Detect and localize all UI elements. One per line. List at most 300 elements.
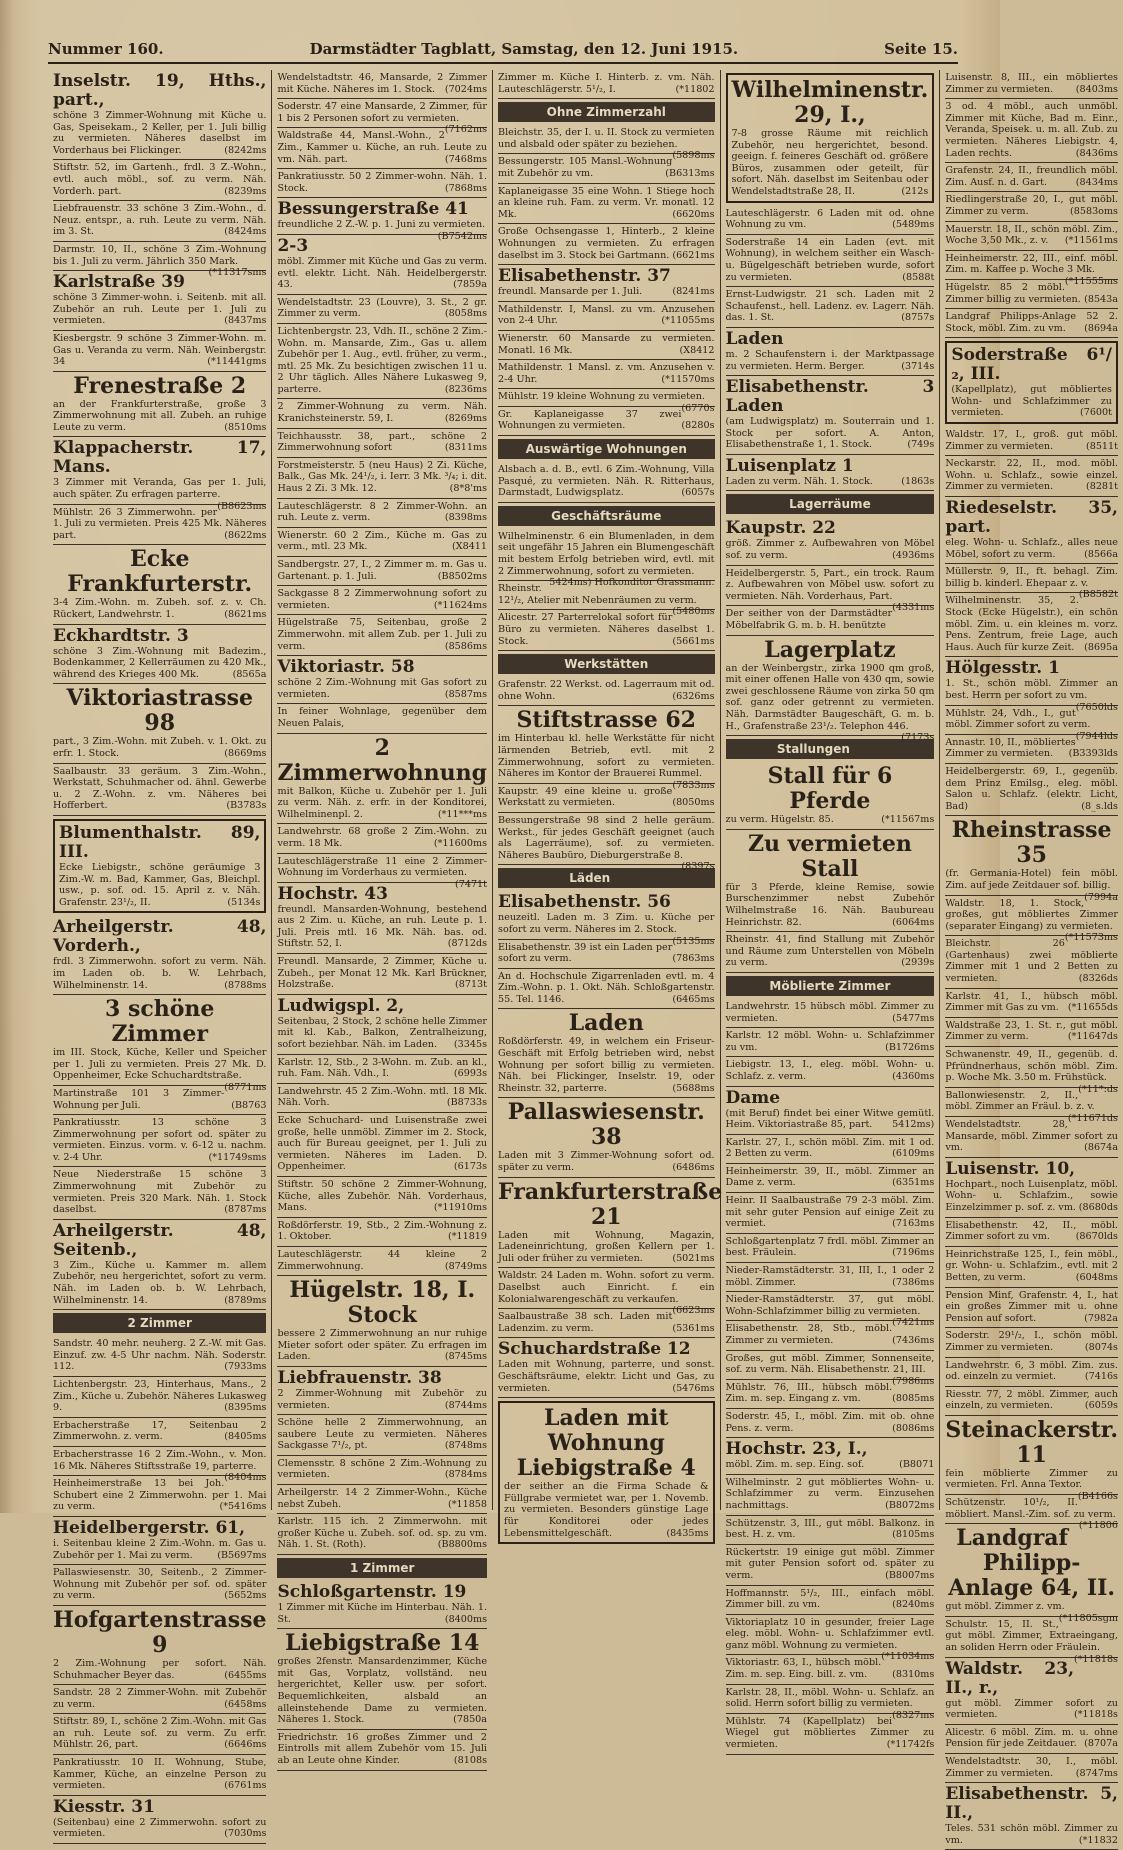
ad-text: Elisabethenstr. 42, II., möbl. Zimmer sofort zu vm.: [945, 1219, 1118, 1243]
ad-text: bessere 2 Zimmerwohnung an nur ruhige Mieter sofort oder später. Zu erfragen im Laden.: [277, 1328, 488, 1363]
ad-code: (B3393lds: [1068, 748, 1118, 760]
ad-text: 3-4 Zim.-Wohn. m. Zubeh. sof. z. v. Ch. Rückert, Landwehrstr. 1.: [53, 597, 267, 621]
ad-text: Freundl. Mansarde, 2 Zimmer, Küche u. Zubeh., per Monat 12 Mk. Karl Brückner, Holzstraße.: [277, 956, 488, 991]
ad-code: (8269ms: [444, 413, 488, 425]
ad-code: (5134s: [227, 896, 261, 908]
ad-code: (5688ms: [672, 1082, 715, 1094]
classified-ad: [498, 389, 715, 414]
ad-text: Landwehrstr. 68 große 2 Zim.-Wohn. zu verm. 18 Mk.: [277, 826, 488, 849]
ad-text: Schützenstr. 3, III., gut möbl. Balkonz. in best. H. z. vm.: [725, 1517, 935, 1541]
ad-text: Karlstr. 115 ich. 2 Zimmerwohn. mit großer Küche u. Zubeh. sof. od. sp. zu vm. Näh. 1. St. (Roth).: [277, 1516, 488, 1551]
classified-ad: [53, 372, 266, 438]
ad-text: 2 Zimmer-Wohnung mit Zubehör zu vermieten.: [277, 1387, 488, 1411]
ad-code: (6993s: [453, 1068, 488, 1080]
ad-text: Mühlstr. 26 3 Zimmerwohn. per 1. Juli zu vermieten. Preis 425 Mk. Näheres part.: [53, 506, 267, 541]
ad-code: (8707a: [1084, 1738, 1118, 1750]
ad-text: Ernst-Ludwigstr. 21 sch. Laden mit 2 Schaufenst., hell. Ladenz. ev. Lagerr. Näh. das. 1. St.: [725, 289, 935, 324]
classified-ad: [726, 830, 935, 932]
ad-address: Karlstraße 39: [53, 272, 185, 293]
ad-text: Hügelstr. 85 2 möbl. Zimmer billig zu vermieten.: [945, 281, 1081, 305]
classified-ad: [726, 328, 935, 376]
issue-number: Nummer 160.: [48, 40, 164, 58]
ad-code: (6465ms: [672, 993, 715, 1005]
ad-text: part., 3 Zim.-Wohn. mit Zubeh. v. 1. Okt. zu erfr. 1. Stock.: [53, 736, 267, 759]
ad-address: Kiesstr. 31: [53, 1796, 155, 1817]
section-heading: Stallungen: [726, 739, 935, 759]
ad-address: Elisabethenstr. 37: [498, 266, 671, 287]
ad-text: Hügelstraße 75, Seitenbau, große 2 Zimmerwohn. mit allem Zub. per 1. Juli zu verm.: [277, 617, 488, 652]
classified-ad: [945, 427, 1118, 456]
classified-ad: [498, 813, 715, 873]
classified-ad: [277, 70, 487, 99]
classified-ad: [277, 1456, 487, 1485]
ad-code: (5661ms: [672, 635, 715, 647]
ad-code: (*11570ms: [661, 373, 715, 385]
classified-ad: [726, 73, 935, 203]
ad-code: (7994a: [1084, 891, 1118, 903]
ad-text: Lichtenbergstr. 23, Hinterhaus, Mans., 2 Zim., Küche u. Zubehör. Näheres Lukasweg 9.: [53, 1379, 267, 1414]
classified-ad: [945, 1783, 1118, 1850]
ad-code: (8587ms: [444, 688, 488, 700]
classified-ad: [53, 1418, 266, 1447]
ad-text: Karlstr. 12 möbl. Wohn- u. Schlafzimmer zu vm.: [725, 1030, 935, 1053]
ad-address: Luisenplatz 1: [725, 455, 854, 476]
ad-text: Teles. 531 schön möbl. Zimmer zu vm.: [945, 1823, 1118, 1846]
classified-ad: [945, 1018, 1118, 1047]
ad-text: Karlstr. 27, I., schön möbl. Zim. mit 1 od. 2 Betten zu verm.: [725, 1136, 935, 1160]
ad-text: (Kapellplatz), gut möbliertes Wohn- und Schlafzimmer zu vermieten.: [951, 384, 1112, 419]
classified-ad: [53, 764, 266, 816]
ad-code: (8674a: [1084, 1142, 1118, 1154]
ad-code: (*11671ds: [1067, 1113, 1118, 1124]
ad-text: (fr. Germania-Hotel) fein möbl. Zim. auf jede Zeitdauer sof. billig.: [945, 868, 1118, 891]
classified-ad: [277, 824, 487, 853]
classified-ad: [945, 99, 1118, 163]
ad-text: Wendelstadtstr. 30, I., möbl. Zimmer zu vermieten.: [945, 1756, 1118, 1779]
section-heading: 2 Zimmer: [53, 1313, 266, 1333]
ad-text: Grafenstr. 22 Werkst. od. Lagerraum mit od. ohne Wohn.: [498, 679, 715, 702]
classified-ad: [277, 399, 487, 428]
ad-code: (B8582t: [1078, 589, 1118, 601]
classified-ad: [945, 497, 1118, 564]
ad-code: (5652ms: [224, 1590, 267, 1602]
column-2: [272, 70, 493, 1766]
ad-code: (5021ms: [672, 1252, 715, 1264]
ad-text: m. 2 Schaufenstern i. der Marktpassage zu vermieten. Herm. Berger.: [725, 348, 935, 372]
ad-text: Lauteschlägerstr. 8 2 Zimmer-Wohn. an ruh. Leute z. verm.: [277, 500, 488, 524]
ad-code: (5480ms: [672, 606, 715, 618]
classified-ad: [498, 125, 715, 162]
classified-ad: [726, 1057, 935, 1086]
ad-code: (*11749sms: [208, 1151, 267, 1163]
ad-address: Arheilgerstr. 48, Seitenb.,: [53, 1220, 267, 1260]
ad-text: Lauteschlägerstraße 11 eine 2 Zimmer-Wohnung im Vorderhaus zu vermieten.: [277, 855, 488, 879]
ad-text: Teichhausstr. 38, part., schöne 2 Zimmerwohnung sofort: [277, 430, 488, 454]
classified-ad: [945, 1047, 1118, 1095]
classified-ad: [53, 916, 266, 995]
ad-text: Wilhelminenstr. 35, 2. Stock (Ecke Hügelstr.), ein schön möbl. Zim. u. ein kleines m. vorz. Pens. Zentrum, freie Lage, auch Haus. Auch für kurze Zeit.: [945, 595, 1118, 653]
ad-headline: 3 schöne Zimmer: [105, 996, 215, 1048]
ad-code: (7416s: [1084, 1371, 1118, 1383]
classified-ad: [277, 235, 487, 295]
ad-code: (8543a: [1084, 293, 1118, 305]
ad-code: (8395ms: [224, 1402, 267, 1414]
classified-ad: [53, 1796, 266, 1844]
ad-text: Roßdörferstr. 49, in welchem ein Friseur-Geschäft mit Erfolg betrieben wird, nebst Wohnung per sofort billig zu vermieten. Näh. bei Flickinger, Inselstr. 19, oder Rheinstr. 32, parterre.: [498, 1036, 715, 1094]
ad-text: Soderstr. 47 eine Mansarde, 2 Zimmer, für 1 bis 2 Personen sofort zu vermieten.: [277, 101, 488, 124]
ad-headline: Viktoriastrasse 98: [66, 685, 253, 737]
ad-address: Schuchardstraße 12: [498, 1339, 691, 1360]
classified-ad: [498, 360, 715, 389]
ad-code: (7436ms: [892, 1335, 935, 1346]
ad-text: Erbacherstrasse 16 2 Zim.-Wohn., v. Mon. 16 Mk. Näheres Stiftsstraße 19, parterre.: [53, 1448, 267, 1472]
newspaper-title: Darmstädter Tagblatt, Samstag, den 12. Juni 1915.: [309, 40, 739, 58]
ad-text: Grafenstr. 24, II., freundlich möbl. Zim. Ausf. n. d. Gart.: [945, 165, 1118, 188]
ad-text: Zimmer m. Küche I. Hinterb. z. vm. Näh. Lauteschlägerstr. 5¹/₂, I.: [498, 72, 715, 95]
ad-code: (*11055ms: [661, 315, 715, 327]
ad-code: (8757s: [901, 312, 935, 324]
classified-ad: [498, 462, 715, 503]
classified-ad: [945, 309, 1118, 338]
ad-code: (8*8'ms: [449, 483, 488, 495]
classified-ad: [498, 70, 715, 99]
ad-text: Wendelstadtstr. 23 (Louvre), 3. St., 2 gr. Zimmer zu verm.: [277, 296, 488, 320]
ad-code: (8771ms: [224, 1081, 267, 1093]
classified-ad: [726, 376, 935, 455]
ad-text: Großes, gut möbl. Zimmer, Sonnenseite, sof. zu verm. Näh. Elisabethenstr. 21, III.: [725, 1352, 935, 1376]
ad-code: (7986ms: [892, 1375, 935, 1387]
classified-ad: [945, 1288, 1118, 1329]
ad-code: (6770s: [681, 402, 715, 414]
ad-text: Große Ochsengasse 1, Hinterb., 2 kleine Wohnungen zu vermieten. Zu erfragen daselbst im 3. Stock bei Gartmann.: [498, 226, 715, 261]
ad-text: Mathildenstr. I, Mansl. zu vm. Anzusehen von 2-4 Uhr.: [498, 303, 715, 327]
ad-headline: 2 Zimmerwohnung: [277, 734, 488, 786]
ad-code: (8744ms: [444, 1399, 488, 1411]
classified-ad: [726, 1263, 935, 1292]
ad-text: Neckarstr. 22, II., mod. möbl. Wohn. u. Schlafz., sowie einzel. Zimmer zu vermieten.: [945, 458, 1118, 493]
ad-columns: [48, 70, 1118, 1846]
ad-address: Heidelbergerstr. 61,: [53, 1517, 246, 1538]
classified-ad: [53, 1167, 266, 1219]
ad-code: (8566a: [1084, 548, 1118, 560]
ad-text: Mühlstr. 19 kleine Wohnung zu vermieten.: [498, 391, 705, 403]
ad-code: (5489ms: [892, 219, 935, 231]
classified-ad: [725, 1685, 935, 1721]
ad-code: (5476ms: [672, 1382, 715, 1394]
ad-code: (8310ms: [892, 1669, 935, 1681]
ad-code: (749s: [907, 439, 935, 451]
ad-text: im III. Stock, Küche, Keller und Speicher per 1. Juli zu vermieten. Preis 27 Mk. D. Oppenheimer, Ecke Schuchardtstraße.: [53, 1047, 267, 1082]
ad-code: (B8623ms: [217, 500, 267, 512]
ad-code: (7868ms: [444, 182, 488, 194]
ad-code: (3345s: [453, 1039, 488, 1051]
classified-ad: [498, 969, 715, 1010]
ad-text: Schöne helle 2 Zimmerwohnung, an saubere Leute zu vermieten. Näheres Sackgasse 7¹/₂, pt.: [277, 1417, 488, 1452]
ad-code: (4331ms: [892, 602, 935, 614]
ad-text: Landwehrstr. 6, 3 möbl. Zim. zus. od. einzeln zu vermiet.: [945, 1359, 1118, 1383]
ad-text: großes 2fenstr. Mansardenzimmer, Küche mit Gas, Vorplatz, vollständ. neu hergerichtet, Keller usw. per sofort. Bequemlichkeiten, alsbald an alleinstehende Dame zu vermieten. Näheres 1. Stock.: [277, 1656, 488, 1726]
ad-text: schöne 3 Zim.-Wohnung mit Badezim., Bodenkammer, 2 Kellerräumen zu 420 Mk., während des Krieges 400 Mk.: [53, 645, 267, 680]
classified-ad: [725, 566, 935, 614]
ad-text: Schloßgartenplatz 7 frdl. möbl. Zimmer an best. Fräulein.: [725, 1235, 935, 1259]
ad-code: (6486ms: [672, 1162, 715, 1174]
classified-ad: [726, 517, 935, 565]
ad-text: Sackgasse 8 2 Zimmerwohnung sofort zu vermieten.: [277, 588, 488, 611]
classified-ad: [725, 1351, 935, 1387]
classified-ad: [945, 1328, 1118, 1357]
ad-code: (*11818s: [1074, 1653, 1118, 1665]
ad-code: (5361ms: [672, 1322, 715, 1334]
ad-text: (mit Beruf) findet bei einer Witwe gemütl. Heim. Viktoriastraße 85, part.: [725, 1107, 935, 1131]
ad-text: Heinr. II Saalbaustraße 79 2-3 möbl. Zim. mit sehr guter Pension auf einige Zeit zu vermiet.: [725, 1195, 935, 1230]
ad-code: (3714s: [901, 360, 935, 372]
ad-headline: Hofgartenstrasse 9: [53, 1606, 267, 1658]
classified-ad: [277, 198, 488, 242]
ad-code: (7833ms: [672, 779, 715, 791]
ad-text: Heinrichstraße 125, I., fein möbl., gr. Wohn- u. Schlafzim., evtl. mit 2 Betten, zu verm.: [945, 1248, 1118, 1283]
classified-ad: [53, 1714, 266, 1755]
ad-code: (8105ms: [892, 1529, 935, 1541]
classified-ad: [498, 265, 715, 302]
ad-code: (*11317sms: [208, 267, 267, 279]
ad-code: (8749ms: [444, 1260, 488, 1272]
ad-text: 2 Zim.-Wohnung per sofort. Näh. Schuhmacher Beyer das.: [53, 1657, 267, 1681]
ad-text: Friedrichstr. 16 großes Zimmer und 2 Eintrolls mit allem Zubehör vom 15. Juli ab an Leute ohne Kinder.: [277, 1731, 488, 1766]
ad-code: (B8072ms: [885, 1499, 935, 1511]
ad-text: Viktoriastr. 63, I., hübsch möbl. Zim. m. sep. Eing. bill. z. vm.: [725, 1657, 882, 1681]
classified-ad: [726, 762, 935, 830]
classified-ad: [53, 625, 266, 685]
classified-ad: [945, 1158, 1118, 1218]
ad-text: Alsbach a. d. B., evtl. 6 Zim.-Wohnung, Villa Pasqué, zu vermieten. Näh. R. Ritterhaus, Darmstadt, Ludwigsplatz.: [498, 464, 715, 499]
classified-ad: [945, 1358, 1118, 1387]
ad-code: (*11910ms: [433, 1202, 488, 1214]
classified-ad: [498, 706, 715, 791]
ad-text: Waldstraße 44, Mansl.-Wohn., 2 Zim., Kammer u. Küche, an ruh. Leute zu vm. Näh. part.: [277, 130, 488, 165]
classified-ad: [726, 1516, 935, 1545]
classified-ad: [945, 1387, 1118, 1416]
ad-code: (*11624ms: [433, 599, 488, 611]
classified-ad: [277, 557, 487, 586]
classified-ad: [945, 936, 1118, 988]
classified-ad: [53, 1447, 267, 1484]
classified-ad: [945, 1218, 1118, 1247]
ad-code: (6761ms: [224, 1780, 267, 1792]
ad-address: Viktoriastr. 58: [277, 657, 415, 678]
section-heading: Lagerräume: [726, 494, 935, 514]
ad-code: (8510ms: [224, 421, 267, 433]
ad-text: Kaupstr. 49 eine kleine u. große Werkstatt zu vermieten.: [498, 785, 673, 809]
classified-ad: [277, 883, 487, 954]
page-header: [48, 40, 958, 64]
ad-headline: Liebigstraße 14: [285, 1630, 480, 1657]
classified-ad: [498, 331, 715, 360]
ad-text: Waldstr. 18, 1. Stock, großes, gut möbliertes Zimmer (separater Eingang) zu vermieten.: [945, 897, 1118, 932]
classified-ad: [726, 1164, 935, 1193]
ad-text: gut möbl. Zimmer sofort zu vermieten.: [945, 1697, 1118, 1721]
ad-code: (*11742fs: [886, 1739, 935, 1751]
ad-code: (7386ms: [892, 1276, 935, 1288]
ad-code: (7163ms: [892, 1218, 935, 1230]
ad-code: (4360ms: [892, 1070, 935, 1082]
classified-ad: [53, 1606, 266, 1685]
classified-ad: [945, 163, 1118, 192]
classified-ad: [277, 528, 487, 557]
ad-text: Stiftstr. 50 schöne 2 Zimmer-Wohnung, Küche, alles Zubehör. Näh. Vorderhaus, Mans.: [277, 1178, 488, 1214]
ad-code: (B7542ms: [437, 230, 488, 242]
classified-ad: [726, 1087, 935, 1135]
ad-code: (*11832: [1078, 1834, 1118, 1846]
ad-headline: Stall für 6 Pferde: [767, 763, 893, 815]
column-5: [940, 70, 1123, 1846]
ad-text: Rückertstr. 19 einige gut möbl. Zimmer mit guter Pension sofort od. später zu verm.: [725, 1546, 935, 1581]
ad-code: (6351ms: [892, 1177, 935, 1189]
ad-address: Inselstr. 19, Hths., part.,: [53, 71, 267, 110]
ad-text: Wilhelminenstr. 6 ein Blumenladen, in dem seit ungefähr 15 Jahren ein Blumengeschäft mit bestem Erfolg betrieben wird, evtl. mit 2 Zimmerwohnung, sofort zu vermieten.: [498, 530, 715, 577]
classified-ad: [277, 295, 487, 324]
ad-text: Pankratiusstr. 50 2 Zimmer-wohn. Näh. 1. Stock.: [277, 171, 488, 194]
ad-text: Ballonwiesenstr. 2, II., möbl. Zimmer an Fräul. b. z. v.: [945, 1089, 1095, 1113]
ad-code: (6646ms: [224, 1739, 267, 1751]
ad-text: Laden mit 3 Zimmer-Wohnung sofort od. später zu verm.: [498, 1150, 715, 1174]
column-4: [721, 70, 941, 1751]
ad-code: (B1726ms: [885, 1041, 935, 1053]
classified-ad: [945, 341, 1118, 424]
classified-ad: [53, 201, 266, 242]
ad-code: (8424ms: [224, 226, 267, 238]
section-heading: Werkstätten: [498, 654, 715, 674]
classified-ad: [53, 1685, 266, 1714]
ad-text: Wilhelminstr. 2 gut möbliertes Wohn- u. Schlafzimmer zu verm. Einzusehen nachmittags.: [725, 1476, 935, 1511]
ad-text: Der seither von der Darmstädter Möbelfabrik G. m. b. H. benützte: [725, 608, 893, 632]
ad-address: Elisabethenstr. 56: [498, 892, 671, 913]
ad-text: Schulstr. 15, II. St., gut möbl. Zimmer, Extraeingang, an soliden Herrn oder Fräulein.: [945, 1618, 1118, 1654]
ad-text: der seither an die Firma Schade & Füllgrabe vermietet war, per 1. Novemb. zu vermieten. Besonders günstige Lage für Konditorei oder jedes Lebensmittelgeschäft.: [504, 1481, 709, 1539]
ad-headline: Laden: [568, 1010, 644, 1037]
ad-code: (6059s: [1084, 1400, 1118, 1412]
ad-text: Waldstr. 17, I., groß. gut möbl. Zimmer zu vermieten.: [945, 429, 1118, 452]
ad-headline: Ecke Frankfurterstr.: [67, 546, 253, 598]
classified-ad: [498, 1009, 715, 1098]
ad-text: Laden mit Wohnung, parterre, und sonst. Geschäftsräume, elektr. Licht und Gas, zu vermieten.: [498, 1359, 715, 1394]
classified-ad: [277, 1629, 487, 1730]
ad-code: (8511t: [1085, 440, 1118, 452]
classified-ad: [277, 704, 487, 733]
section-heading: Auswärtige Wohnungen: [498, 439, 715, 459]
ad-code: (6326ms: [672, 690, 715, 702]
ad-code: (8398ms: [444, 512, 488, 524]
ad-headline: Steinackerstr. 11: [945, 1416, 1118, 1468]
ad-address: Laden: [725, 328, 784, 349]
ad-code: (8586ms: [444, 640, 488, 652]
ad-address: Elisabethenstr. 3 Laden: [725, 377, 935, 417]
ad-text: Bessungerstraße 98 sind 2 helle geräum. Werkst., für jedes Geschäft geeignet (auch als Lagerräume), sof. zu vermieten. Näheres Baubüro, Dieburgerstraße 8.: [498, 814, 715, 861]
classified-ad: [53, 995, 267, 1093]
ad-code: (7471t: [455, 878, 488, 890]
ad-text: Laden mit Wohnung, Magazin, Ladeneinrichtung, großen Kellern per 1. Juli oder früher zu vermieten.: [498, 1229, 715, 1264]
ad-text: Gr. Kaplaneigasse 37 zwei Wohnungen zu vermieten.: [498, 408, 682, 432]
classified-ad: [498, 891, 715, 947]
classified-ad: [945, 816, 1118, 903]
ad-headline: Frankfurterstraße 21: [498, 1178, 723, 1230]
column-1: [48, 70, 272, 1840]
ad-text: 3 Zimmer mit Veranda, Gas per 1. Juli, auch später. Zu erfragen parterre.: [53, 477, 267, 501]
classified-ad: [725, 1615, 935, 1663]
ad-code: (B8733s: [446, 1097, 488, 1109]
classified-ad: [277, 1276, 487, 1367]
ad-code: (1863s: [901, 475, 935, 487]
ad-text: i. Seitenbau kleine 2 Zim.-Wohn. m. Gas u. Zubehör per 1. Mai zu verm.: [53, 1537, 267, 1561]
classified-ad: [277, 954, 487, 995]
classified-ad: [277, 586, 487, 615]
ad-code: (7863ms: [672, 953, 715, 965]
classified-ad: [945, 593, 1118, 657]
ad-text: Heidelbergerstr. 5, Part., ein trock. Raum z. Aufbewahren von Möbel usw. sofort zu vermieten. Näh. Vorderhaus, Part.: [725, 567, 935, 602]
ad-code: (8789ms: [224, 1294, 267, 1306]
ad-text: Lichtenbergstr. 23, Vdh. II., schöne 2 Zim.-Wohn. m. Mansarde, Zim., Gas u. allem Zubehör per 1. Aug., evtl. früher, zu verm., mtl. 25 Mk. Zu besichtigen zwischen 11 u. 2 Uhr täglich. Alles Nähere Lukasweg 9, parterre.: [277, 325, 488, 395]
classified-ad: [277, 499, 487, 528]
ad-code: (8239ms: [224, 185, 267, 197]
classified-ad: [498, 1338, 715, 1398]
ad-text: Ecke Schuchard- und Luisenstraße zwei große, helle unmöbl. Zimmer im 2. Stock, auch für Bureau geeignet, per 1. Juli zu vermieten. Näheres im Laden. D. Oppenheimer.: [277, 1115, 488, 1173]
ad-text: Sandbergstr. 27, I., 2 Zimmer m. m. Gas u. Gartenant. p. 1. Juli.: [277, 559, 488, 582]
classified-ad: [53, 1115, 266, 1167]
ad-code: (*11802: [675, 83, 715, 95]
ad-code: (7850a: [453, 1714, 488, 1726]
classified-ad: [53, 242, 267, 279]
classified-ad: [53, 160, 266, 201]
ad-text: Soderstr. 29¹/₂, I., schön möbl. Zimmer zu vermieten.: [945, 1330, 1118, 1353]
ad-code: (8108s: [453, 1754, 488, 1766]
classified-ad: [498, 224, 715, 265]
ad-code: (*11573ms: [1064, 932, 1118, 944]
ad-text: Arheilgerstr. 14 2 Zimmer-Wohn., Küche nebst Zubeh.: [277, 1487, 488, 1510]
classified-ad: [945, 1754, 1118, 1783]
classified-ad: [277, 734, 487, 825]
ad-code: (6458ms: [224, 1698, 267, 1710]
ad-text: Neue Niederstraße 15 schöne 3 Zimmerwohnung mit Zubehör zu vermieten. Preis 320 Mark. Näh. 1. Stock daselbst.: [53, 1169, 267, 1216]
classified-ad: [726, 1234, 935, 1263]
ad-text: Wendelstadtstr. 28, Mansarde, möbl. Zimmer sofort zu vm.: [945, 1119, 1118, 1154]
ad-code: (B8007ms: [885, 1569, 935, 1581]
ad-address: Riedeselstr. 35, part.: [945, 498, 1118, 538]
ad-address: Ludwigspl. 2,: [277, 995, 405, 1016]
ad-code: (8788ms: [224, 979, 267, 991]
ad-code: (8281t: [1085, 481, 1118, 493]
ad-code: (8058ms: [444, 308, 488, 320]
ad-text: Karlstr. 28, II., möbl. Wohn- u. Schlafz. an solid. Herrn sofort billig zu vermieten.: [725, 1686, 935, 1710]
classified-ad: [945, 1725, 1118, 1754]
ad-text: Saalbaustraße 38 sch. Laden mit Ladenzim. zu verm.: [498, 1311, 673, 1334]
classified-ad: [945, 657, 1118, 713]
classified-ad: [726, 455, 935, 492]
ad-code: (B8071: [899, 1459, 935, 1471]
ad-text: Clemensstr. 8 schöne 2 Zim.-Wohnung zu vermieten.: [277, 1457, 488, 1481]
ad-text: gut möbl. Zimmer z. vm.: [945, 1601, 1065, 1613]
ad-text: im Hinterbau kl. helle Werkstätte für nicht lärmenden Betrieb, evtl. mit 2 Zimmerwohnung, sofort zu vermieten. Näheres im Kontor der Brauerei Rummel.: [498, 733, 715, 780]
classified-ad: [945, 456, 1118, 497]
classified-ad: [945, 564, 1118, 601]
ad-text: Seitenbau, 2 Stock, 2 schöne helle Zimmer mit kl. Kab., Balkon, Zentralheizung, sofort beziehbar. Näh. im Laden.: [277, 1015, 488, 1051]
classified-ad: [945, 764, 1118, 816]
ad-text: Mühlstr. 74 (Kapellplatz) bei Wiegel gut möbliertes Zimmer zu vermieten.: [725, 1715, 935, 1751]
ad-text: Landgraf Philipps-Anlage 52 2. Stock, möbl. Zim. zu vm.: [945, 311, 1118, 334]
ad-code: (8787ms: [224, 1204, 267, 1216]
ad-text: Bessungerstr. 105 Mansl.-Wohnung mit Zubehör zu vm.: [498, 156, 673, 179]
ad-text: Alicestr. 6 möbl. Zim. m. u. ohne Pension für jede Zeitdauer.: [945, 1726, 1118, 1750]
ad-text: möbl. Zim. m. sep. Eing. sof.: [725, 1459, 865, 1471]
ad-code: (*11858: [447, 1498, 488, 1510]
